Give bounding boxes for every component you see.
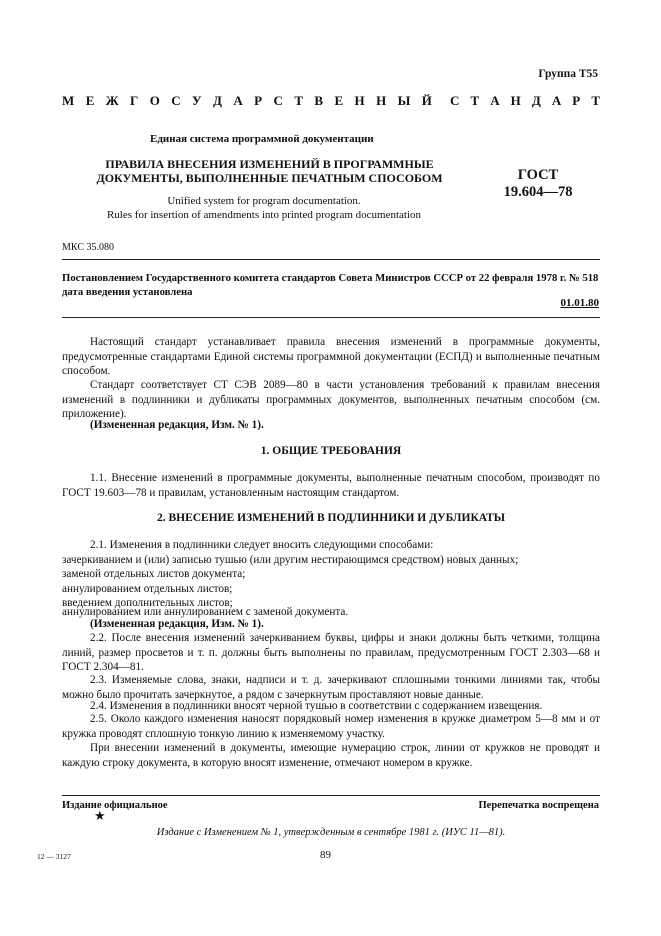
banner-letter: Е	[334, 93, 344, 108]
revision-note: (Измененная редакция, Изм. № 1).	[90, 419, 264, 431]
clause-paragraph: 2.3. Изменяемые слова, знаки, надписи и т. д. зачеркивают сплошными тонкими линиями так, чтобы можно было прочитать зачеркнутое, а рядом с зачеркнутым проставляют новые данные.	[62, 674, 600, 701]
method-item: аннулированием или аннулированием с заменой документа.	[62, 606, 349, 618]
standard-banner	[62, 93, 600, 109]
clause-paragraph: 2.1. Изменения в подлинники следует вносить следующими способами:	[90, 539, 434, 551]
reprint-notice: Перепечатка воспрещена	[478, 800, 599, 811]
banner-letter: Р	[254, 93, 263, 108]
title-line: ПРАВИЛА ВНЕСЕНИЯ ИЗМЕНЕНИЙ В ПРОГРАММНЫЕ	[105, 157, 434, 171]
section-heading: 2. ВНЕСЕНИЕ ИЗМЕНЕНИЙ В ПОДЛИННИКИ И ДУБЛИКАТЫ	[156, 512, 506, 524]
page-number: 89	[320, 849, 331, 861]
banner-letter: Т	[470, 93, 480, 108]
method-item: зачеркиванием и (или) записью тушью (или другим нестирающимся средством) новых данных;	[62, 554, 519, 566]
banner-letter: С	[171, 93, 181, 108]
banner-letter: Р	[572, 93, 581, 108]
banner-letter: В	[314, 93, 324, 108]
gost-designation	[496, 167, 580, 201]
banner-word-1	[62, 93, 432, 109]
edition-note: Издание с Изменением № 1, утвержденным в сентябре 1981 г. (ИУС 11—81).	[156, 827, 506, 838]
banner-letter: С	[450, 93, 460, 108]
banner-letter: Д	[213, 93, 222, 108]
mks-code: МКС 35.080	[62, 242, 114, 253]
method-item: введением дополнительных листов;	[62, 597, 233, 609]
banner-letter: А	[233, 93, 243, 108]
english-line: Unified system for program documentation.	[167, 195, 361, 207]
clause-paragraph: 1.1. Внесение изменений в программные документы, выполненные печатным способом, производят по ГОСТ 19.603—78 и правилам, установленным настоящим стандартом.	[62, 472, 600, 499]
banner-letter: У	[192, 93, 202, 108]
banner-letter: Ж	[105, 93, 119, 108]
approval-statement: Постановлением Государственного комитета стандартов Совета Министров СССР от 22 февраля 1978 г. № 518 дата введения установлена	[62, 272, 599, 298]
banner-letter: Т	[591, 93, 600, 108]
document-title	[92, 157, 447, 185]
clause-paragraph: При внесении изменений в документы, имеющие нумерацию строк, линии от кружков не проводят и каждую строку документа, в которую вносят изменение, отмечают номером в кружке.	[62, 742, 600, 769]
intro-paragraph: Стандарт соответствует СТ СЭВ 2089—80 в части установления требований к правилам внесения изменений в подлинники и дубликаты программных документов, выполненных печатным способом (см. приложение).	[62, 379, 600, 421]
footer-divider	[62, 795, 600, 796]
star-icon: ★	[94, 808, 106, 823]
banner-letter: Ы	[397, 93, 411, 108]
banner-letter: Г	[130, 93, 139, 108]
banner-letter: А	[490, 93, 500, 108]
banner-letter: Н	[510, 93, 521, 108]
official-edition: Издание официальное	[62, 800, 168, 811]
print-code: 12 — 3127	[37, 852, 71, 861]
title-line: ДОКУМЕНТЫ, ВЫПОЛНЕННЫЕ ПЕЧАТНЫМ СПОСОБОМ	[96, 171, 443, 185]
gost-label: ГОСТ	[517, 167, 559, 183]
banner-letter: Н	[376, 93, 387, 108]
banner-letter: С	[273, 93, 283, 108]
banner-letter: Д	[531, 93, 541, 108]
documentation-system: Единая система программной документации	[150, 133, 374, 145]
group-code: Группа Т55	[538, 68, 598, 80]
intro-paragraph: Настоящий стандарт устанавливает правила внесения изменений в программные документы, предусмотренные стандартами Единой системы программной документации (ЕСПД) и выполненные печатным способом.	[62, 336, 600, 378]
banner-letter: Е	[85, 93, 95, 108]
english-line: Rules for insertion of amendments into printed program documentation	[106, 208, 422, 221]
section-heading: 1. ОБЩИЕ ТРЕБОВАНИЯ	[260, 445, 402, 457]
banner-letter: Й	[421, 93, 432, 108]
header-divider	[62, 259, 600, 260]
gost-number: 19.604—78	[503, 184, 573, 200]
clause-paragraph: 2.4. Изменения в подлинники вносят черной тушью в соответствии с содержанием извещения.	[90, 700, 543, 712]
banner-word-2	[450, 93, 600, 109]
introduction-date: 01.01.80	[560, 297, 599, 309]
banner-letter: Т	[294, 93, 303, 108]
banner-letter: М	[62, 93, 75, 108]
clause-paragraph: 2.2. После внесения изменений зачеркиванием буквы, цифры и знаки должны быть четкими, толщина линий, размер просветов и т. п. должны быть выполнены по правилам, предусмотренным ГОСТ 2.303—68 и ГОСТ 2.304—81.	[62, 632, 600, 674]
clause-paragraph: 2.5. Около каждого изменения наносят порядковый номер изменения в кружке диаметром 5—8 мм и от кружка проводят сплошную тонкую линию к изменяемому участку.	[62, 713, 600, 740]
banner-letter: А	[551, 93, 562, 108]
method-item: заменой отдельных листов документа;	[62, 568, 246, 580]
revision-note: (Измененная редакция, Изм. № 1).	[90, 618, 264, 630]
english-title	[90, 195, 438, 222]
date-divider	[62, 317, 600, 318]
banner-letter: О	[149, 93, 160, 108]
banner-letter: Н	[354, 93, 365, 108]
method-item: аннулированием отдельных листов;	[62, 583, 233, 595]
